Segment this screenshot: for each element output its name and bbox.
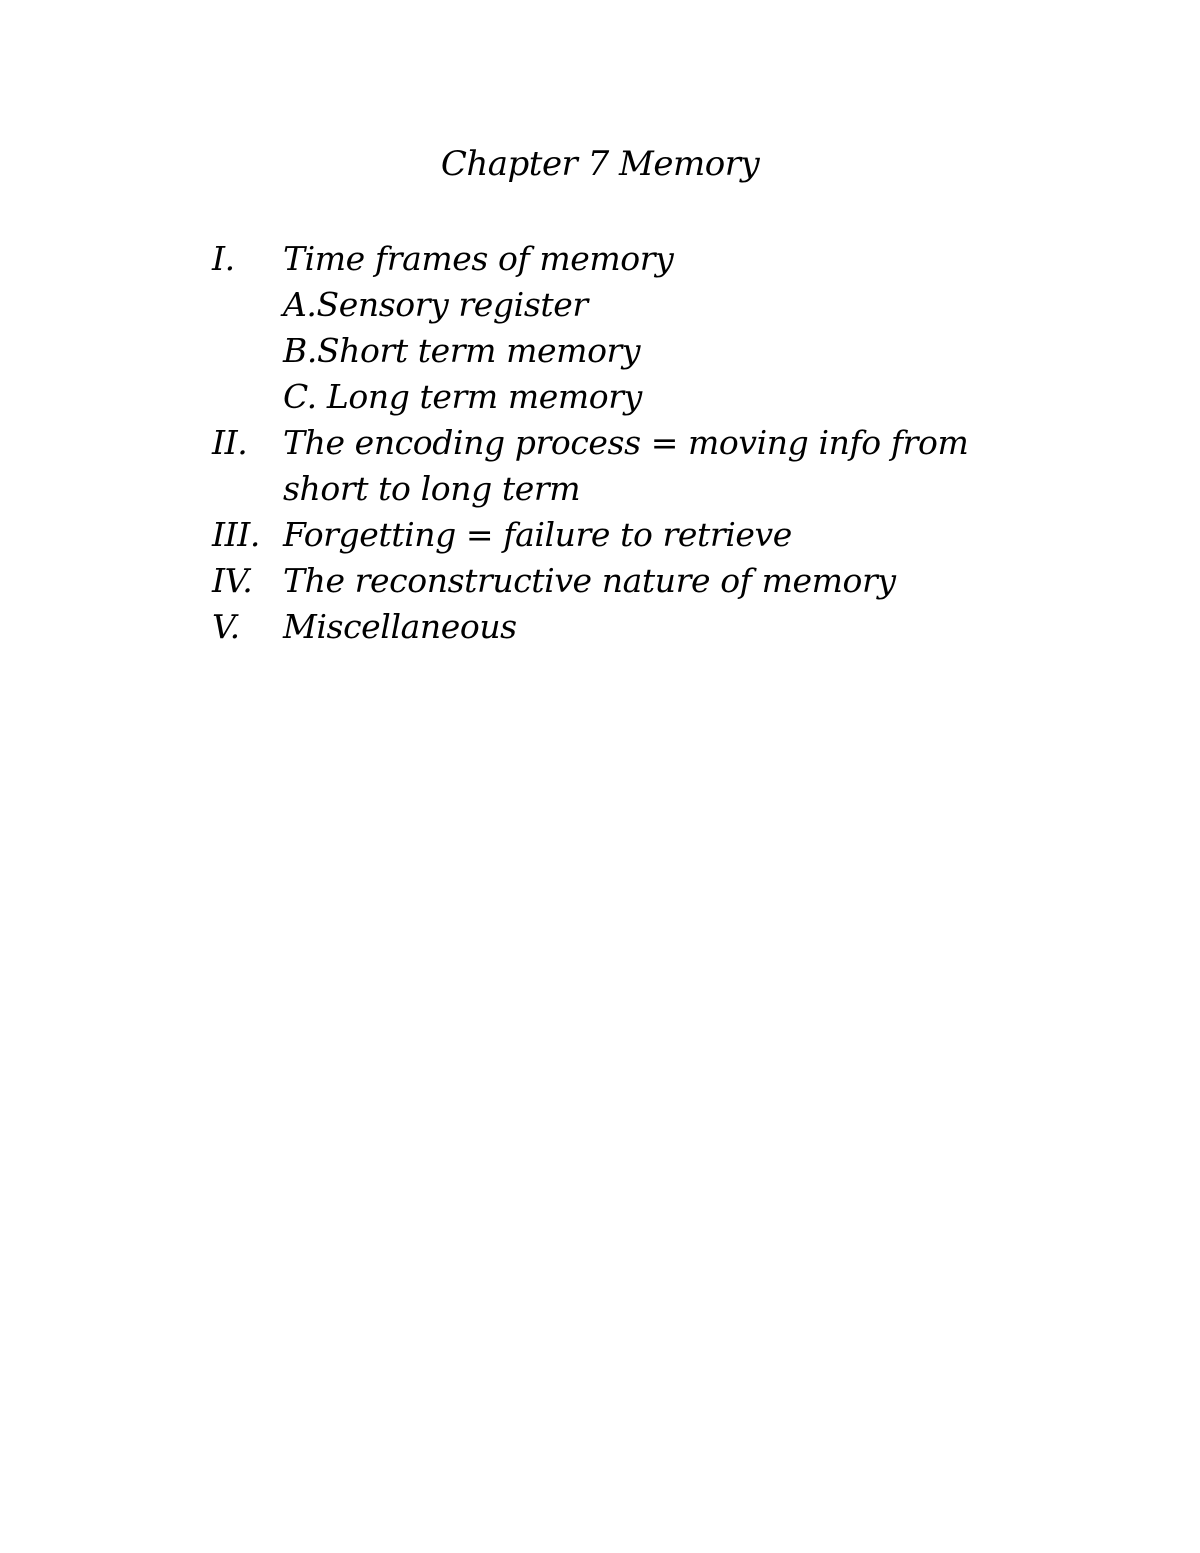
outline-subitem-c bbox=[212, 374, 992, 420]
outline-numeral: I. bbox=[212, 239, 235, 278]
page-title: Chapter 7 Memory bbox=[440, 144, 760, 184]
outline-item-2-continuation bbox=[212, 466, 992, 512]
outline-item-1 bbox=[212, 236, 992, 282]
outline-subitem-a bbox=[212, 282, 992, 328]
subitem-text: Long term memory bbox=[326, 377, 642, 416]
outline-text: Time frames of memory bbox=[283, 239, 674, 278]
subitem-text: Short term memory bbox=[316, 331, 641, 370]
subitem-label: B. bbox=[283, 331, 317, 370]
outline-numeral: II. bbox=[212, 423, 248, 462]
subitem-text: Sensory register bbox=[316, 285, 588, 324]
subitem-label: A. bbox=[283, 285, 317, 324]
outline-subitem-b bbox=[212, 328, 992, 374]
outline-text: Miscellaneous bbox=[283, 607, 517, 646]
outline-text-line1: The encoding process = moving info from bbox=[283, 423, 969, 462]
outline-list bbox=[212, 236, 992, 650]
outline-item-5 bbox=[212, 604, 992, 650]
outline-numeral: IV. bbox=[212, 561, 253, 600]
outline-text: Forgetting = failure to retrieve bbox=[283, 515, 792, 554]
outline-numeral: III. bbox=[212, 515, 260, 554]
subitem-label: C. bbox=[283, 377, 317, 416]
outline-numeral: V. bbox=[212, 607, 240, 646]
outline-item-4 bbox=[212, 558, 992, 604]
outline-text-line2: short to long term bbox=[283, 469, 581, 508]
outline-text: The reconstructive nature of memory bbox=[283, 561, 896, 600]
outline-item-2 bbox=[212, 420, 992, 466]
outline-item-3 bbox=[212, 512, 992, 558]
